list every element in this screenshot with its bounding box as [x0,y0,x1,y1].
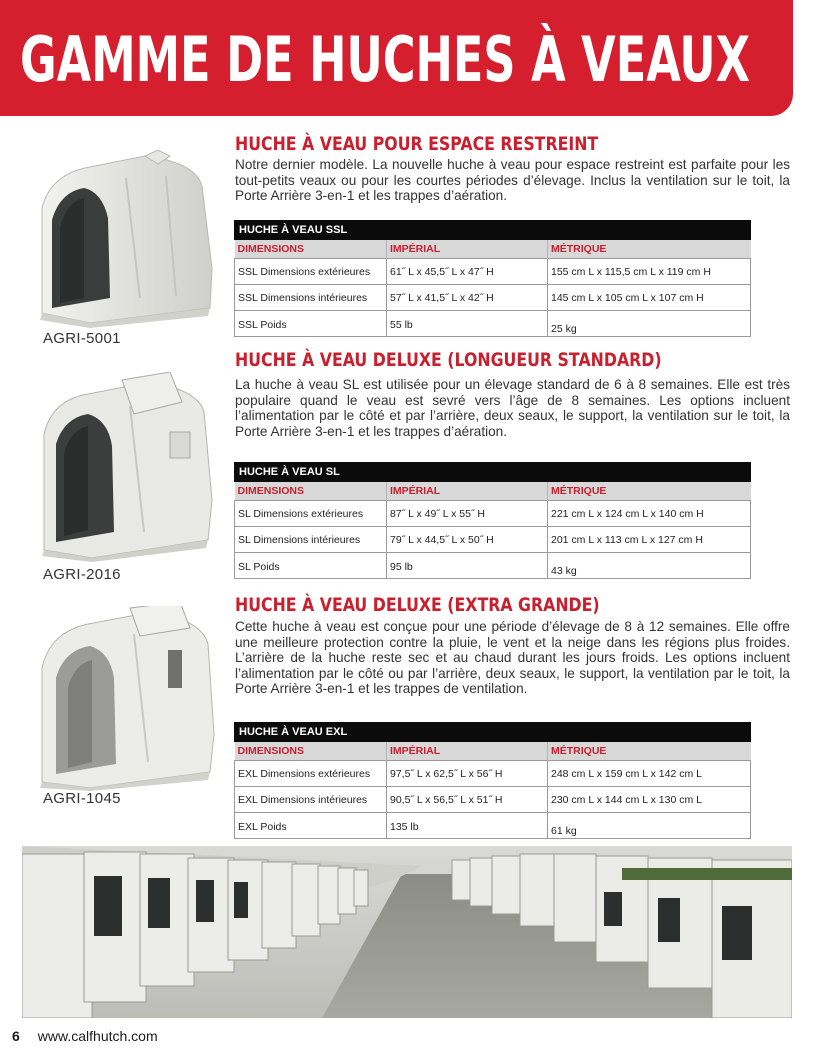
table-title: HUCHE À VEAU SSL [235,221,751,240]
header-banner [0,0,793,116]
table-row [235,553,751,579]
product-description: Notre dernier modèle. La nouvelle huche à veau pour espace restreint est parfaite pour les tout-petits veaux ou pour les courtes périodes d’élevage. Inclus la ventilation sur le toit, la Porte Arrière 3-en-1 et les trappes d’aération. [235,157,790,204]
cell-dimension: SL Dimensions extérieures [235,501,387,527]
cell-imperial: 57˝ L x 41,5˝ L x 42˝ H [387,285,548,311]
cell-imperial: 55 lb [387,311,548,337]
hutch-sl-image [30,372,215,562]
table-row [235,501,751,527]
column-header-metric: MÉTRIQUE [548,742,751,761]
product-code: AGRI-5001 [43,330,121,347]
product-title: HUCHE À VEAU DELUXE (LONGUEUR STANDARD) [235,349,662,371]
column-header-metric: MÉTRIQUE [548,240,751,259]
cell-metric: 61 kg [548,813,751,839]
cell-metric: 201 cm L x 113 cm L x 127 cm H [548,527,751,553]
table-row [235,761,751,787]
column-header-metric: MÉTRIQUE [548,482,751,501]
product-description: La huche à veau SL est utilisée pour un élevage standard de 6 à 8 semaines. Elle est très populaire quand le veau est sevré vers l’âge de 8 semaines. Les options incluent l’alimentation par le côté et par l’arrière, deux seaux, le support, la ventilation sur le toit, la Porte Arrière 3-en-1 et les trappes d’aération. [235,377,790,439]
product-title: HUCHE À VEAU DELUXE (EXTRA GRANDE) [235,594,600,616]
footer [12,1028,158,1044]
product-title: HUCHE À VEAU POUR ESPACE RESTREINT [235,133,599,155]
column-header-imperial: IMPÉRIAL [387,482,548,501]
cell-dimension: EXL Poids [235,813,387,839]
cell-dimension: SSL Dimensions extérieures [235,259,387,285]
column-header-dimensions: DIMENSIONS [235,742,387,761]
table-row [235,311,751,337]
table-row [235,787,751,813]
column-header-imperial: IMPÉRIAL [387,240,548,259]
cell-imperial: 135 lb [387,813,548,839]
spec-table [234,220,751,337]
product-description: Cette huche à veau est conçue pour une période d’élevage de 8 à 12 semaines. Elle offre une meilleure protection contre la pluie, le vent et la neige dans les régions plus froides. L’arrière de la huche reste sec et au chaud durant les jours froids. Les options incluent l’alimentation par le côté ou par l’arrière, deux seaux, le support, la ventilation par le toit, la Porte Arrière 3-en-1 et les trappes de ventilation. [235,619,790,697]
cell-dimension: SL Dimensions intérieures [235,527,387,553]
table-row [235,527,751,553]
website-link[interactable]: www.calfhutch.com [37,1028,158,1044]
spec-table [234,722,751,839]
cell-metric: 25 kg [548,311,751,337]
cell-imperial: 87˝ L x 49˝ L x 55˝ H [387,501,548,527]
product-code: AGRI-2016 [43,566,121,583]
cell-metric: 221 cm L x 124 cm L x 140 cm H [548,501,751,527]
cell-metric: 145 cm L x 105 cm L x 107 cm H [548,285,751,311]
hutch-ssl-image [30,148,215,328]
cell-imperial: 95 lb [387,553,548,579]
table-row [235,285,751,311]
table-row [235,813,751,839]
spec-table [234,462,751,579]
column-header-imperial: IMPÉRIAL [387,742,548,761]
table-title: HUCHE À VEAU SL [235,463,751,482]
cell-dimension: SL Poids [235,553,387,579]
product-code: AGRI-1045 [43,790,121,807]
cell-dimension: SSL Dimensions intérieures [235,285,387,311]
cell-imperial: 61˝ L x 45,5˝ L x 47˝ H [387,259,548,285]
column-header-dimensions: DIMENSIONS [235,482,387,501]
cell-dimension: SSL Poids [235,311,387,337]
hutch-exl-image [30,606,215,791]
cell-dimension: EXL Dimensions intérieures [235,787,387,813]
cell-metric: 155 cm L x 115,5 cm L x 119 cm H [548,259,751,285]
cell-imperial: 90,5˝ L x 56,5˝ L x 51˝ H [387,787,548,813]
cell-metric: 248 cm L x 159 cm L x 142 cm L [548,761,751,787]
cell-metric: 230 cm L x 144 cm L x 130 cm L [548,787,751,813]
farm-hutch-row-photo [22,846,792,1018]
cell-dimension: EXL Dimensions extérieures [235,761,387,787]
cell-imperial: 79˝ L x 44,5˝ L x 50˝ H [387,527,548,553]
table-title: HUCHE À VEAU EXL [235,723,751,742]
cell-metric: 43 kg [548,553,751,579]
page-number: 6 [12,1028,20,1044]
column-header-dimensions: DIMENSIONS [235,240,387,259]
page-title: GAMME DE HUCHES À VEAUX [20,23,751,96]
table-row [235,259,751,285]
cell-imperial: 97,5˝ L x 62,5˝ L x 56˝ H [387,761,548,787]
